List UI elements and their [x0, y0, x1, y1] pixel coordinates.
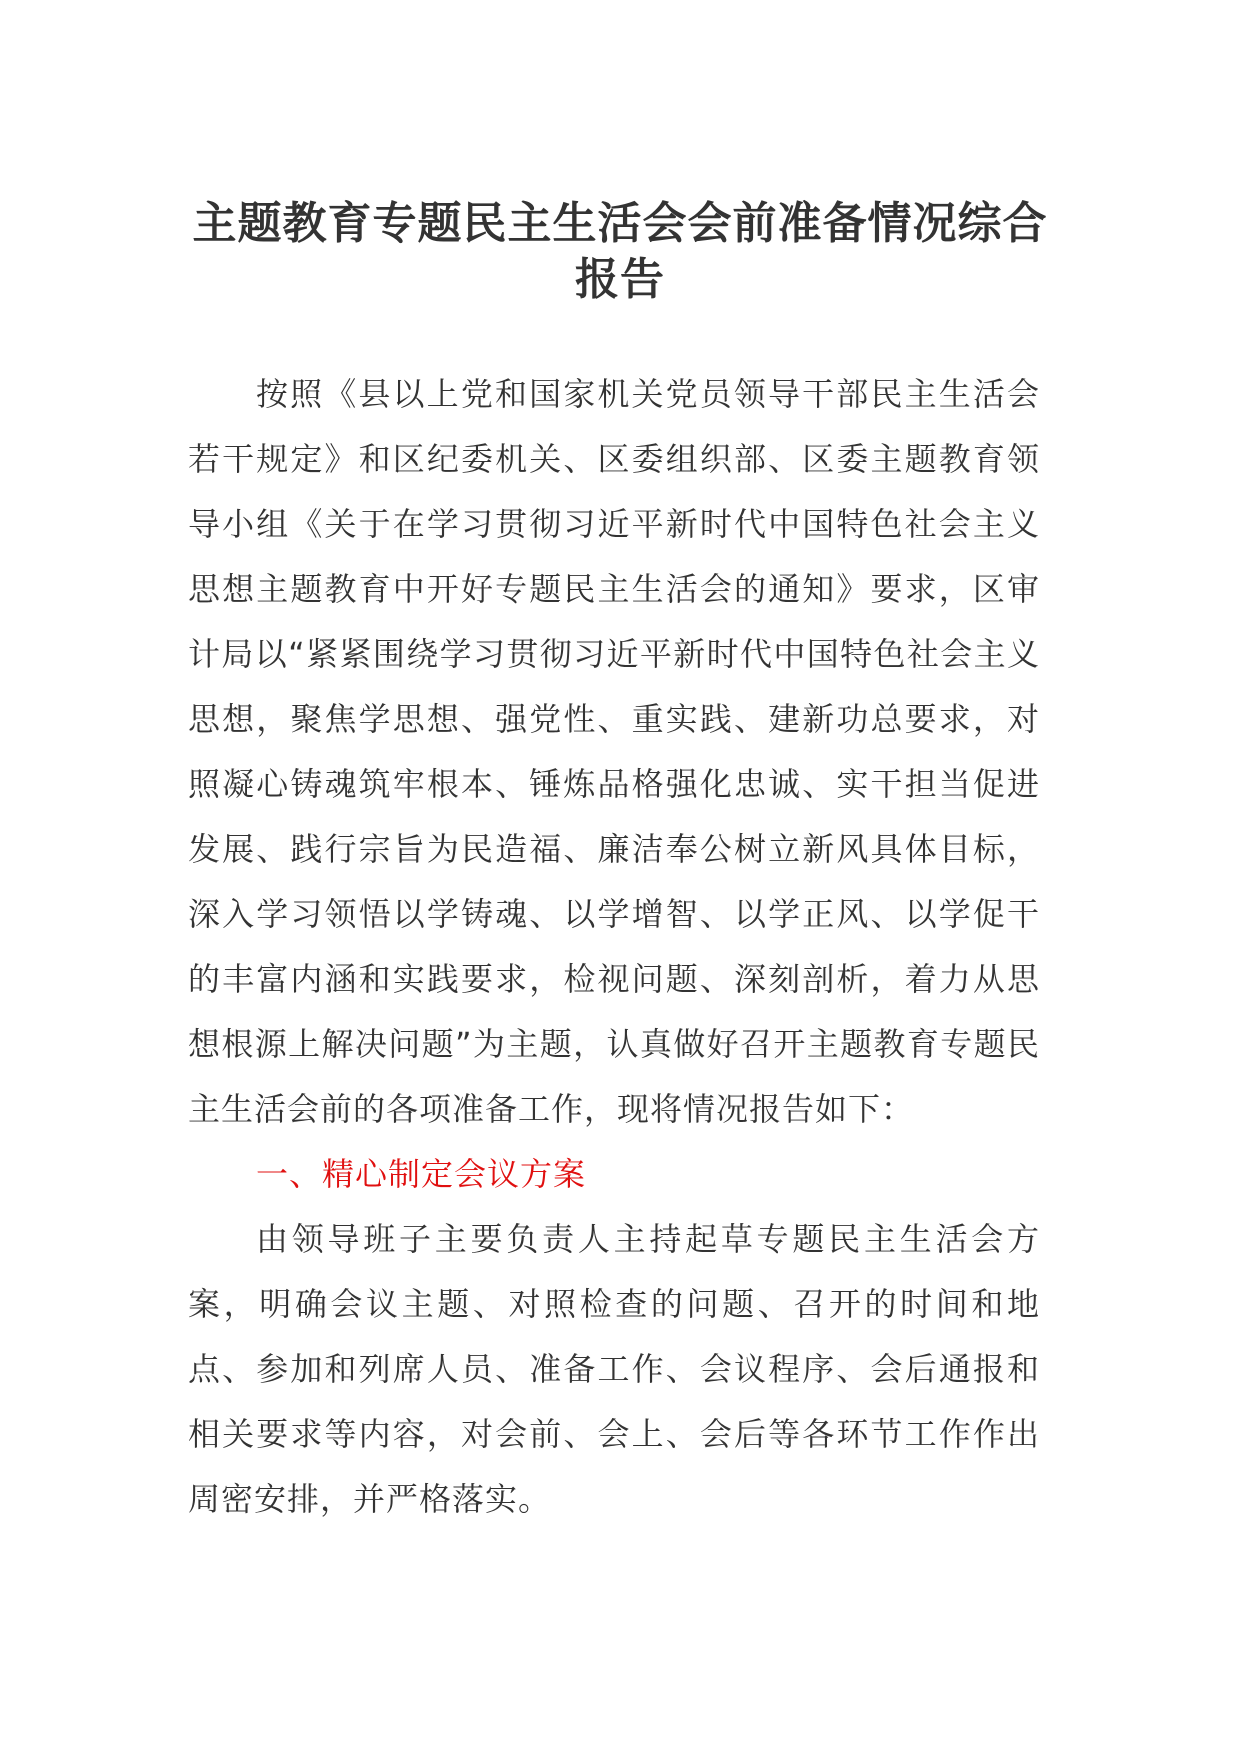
paragraph-section-1: 由领导班子主要负责人主持起草专题民主生活会方案，明确会议主题、对照检查的问题、召开的时间和地点、参加和列席人员、准备工作、会议程序、会后通报和相关要求等内容，对会前、会上、会后等各环节工作作出周密安排，并严格落实。 — [188, 1220, 1040, 1518]
paragraph-intro: 按照《县以上党和国家机关党员领导干部民主生活会若干规定》和区纪委机关、区委组织部、区委主题教育领导小组《关于在学习贯彻习近平新时代中国特色社会主义思想主题教育中开好专题民主生活会的通知》要求，区审计局以“紧紧围绕学习贯彻习近平新时代中国特色社会主义思想，聚焦学思想、强党性、重实践、建新功总要求，对照凝心铸魂筑牢根本、锤炼品格强化忠诚、实干担当促进发展、践行宗旨为民造福、廉洁奉公树立新风具体目标，深入学习领悟以学铸魂、以学增智、以学正风、以学促干的丰富内涵和实践要求，检视问题、深刻剖析，着力从思想根源上解决问题”为主题，认真做好召开主题教育专题民主生活会前的各项准备工作，现将情况报告如下： — [188, 375, 1040, 1128]
body-block-2 — [188, 1207, 1040, 1532]
section-heading-1: 一、精心制定会议方案 — [256, 1155, 587, 1193]
section-heading-block — [188, 1142, 1040, 1207]
document-title: 主题教育专题民主生活会会前准备情况综合报告 — [192, 198, 1048, 305]
body-block-1 — [188, 362, 1040, 1142]
